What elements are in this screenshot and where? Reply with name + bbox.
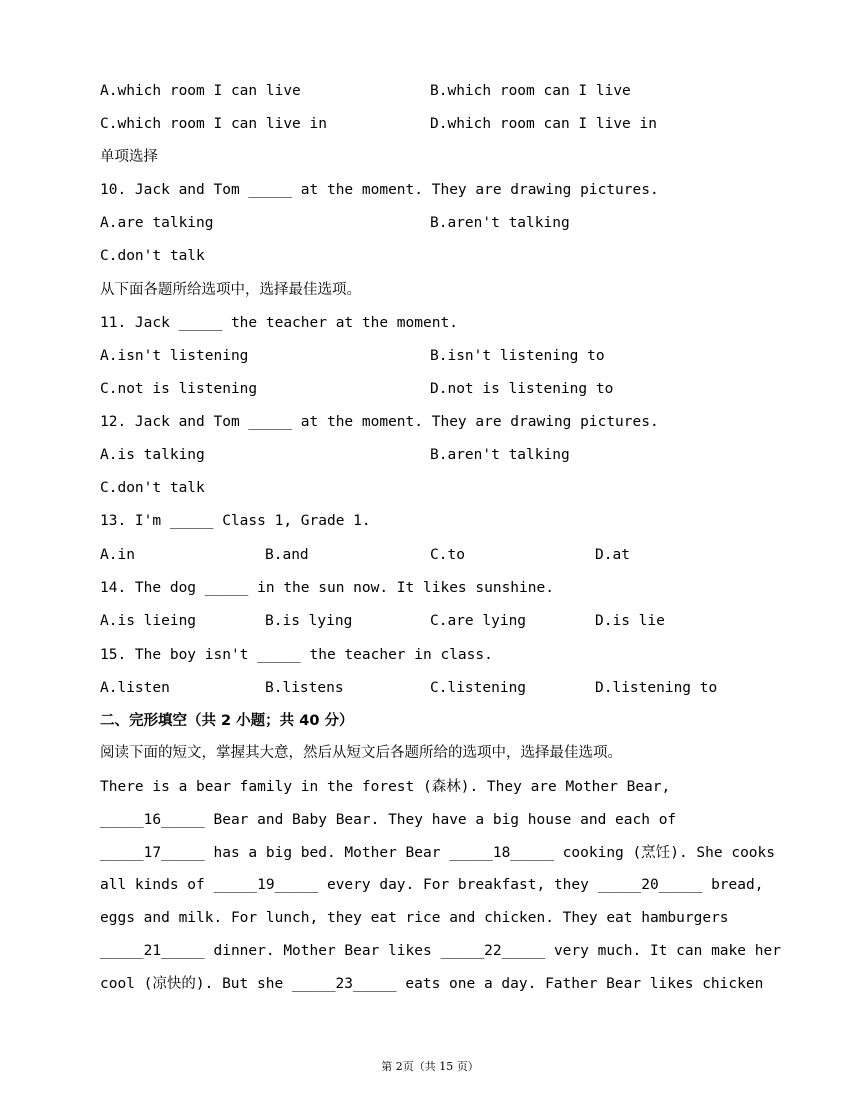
q11-stem: 11. Jack _____ the teacher at the moment. bbox=[100, 315, 458, 331]
passage-line: There is a bear family in the forest (森林). They are Mother Bear, bbox=[100, 779, 671, 795]
q13-option-a: A.in bbox=[100, 547, 135, 563]
q14-stem: 14. The dog _____ in the sun now. It likes sunshine. bbox=[100, 580, 554, 596]
q12-option-c: C.don't talk bbox=[100, 480, 205, 496]
q14-option-a: A.is lieing bbox=[100, 613, 197, 629]
q12-stem: 12. Jack and Tom _____ at the moment. They are drawing pictures. bbox=[100, 414, 659, 430]
q13-option-d: D.at bbox=[595, 547, 630, 563]
passage-line: eggs and milk. For lunch, they eat rice and chicken. They eat hamburgers bbox=[100, 910, 729, 926]
passage-line: all kinds of _____19_____ every day. For breakfast, they _____20_____ bread, bbox=[100, 877, 764, 893]
section-heading-single-choice: 单项选择 bbox=[100, 149, 158, 165]
section-heading-cloze: 二、完形填空（共 2 小题；共 40 分） bbox=[100, 713, 354, 729]
q12-option-a: A.is talking bbox=[100, 447, 205, 463]
cloze-instruction: 阅读下面的短文，掌握其大意，然后从短文后各题所给的选项中，选择最佳选项。 bbox=[100, 745, 622, 761]
q14-option-b: B.is lying bbox=[265, 613, 353, 629]
q11-option-a: A.isn't listening bbox=[100, 348, 249, 364]
passage-line: _____16_____ Bear and Baby Bear. They have a big house and each of bbox=[100, 812, 677, 828]
q9-option-a: A.which room I can live bbox=[100, 83, 301, 99]
q11-option-d: D.not is listening to bbox=[430, 381, 614, 397]
q10-option-b: B.aren't talking bbox=[430, 215, 570, 231]
q10-stem: 10. Jack and Tom _____ at the moment. They are drawing pictures. bbox=[100, 182, 659, 198]
q9-option-b: B.which room can I live bbox=[430, 83, 631, 99]
q15-stem: 15. The boy isn't _____ the teacher in class. bbox=[100, 647, 493, 663]
q13-option-b: B.and bbox=[265, 547, 309, 563]
instruction-text: 从下面各题所给选项中，选择最佳选项。 bbox=[100, 282, 361, 298]
q14-option-d: D.is lie bbox=[595, 613, 665, 629]
passage-line: _____21_____ dinner. Mother Bear likes _____22_____ very much. It can make her bbox=[100, 943, 781, 959]
q9-option-c: C.which room I can live in bbox=[100, 116, 327, 132]
q9-option-d: D.which room can I live in bbox=[430, 116, 657, 132]
q13-stem: 13. I'm _____ Class 1, Grade 1. bbox=[100, 513, 371, 529]
q15-option-d: D.listening to bbox=[595, 680, 718, 696]
passage-line: cool (凉快的). But she _____23_____ eats one a day. Father Bear likes chicken bbox=[100, 976, 764, 992]
q11-option-b: B.isn't listening to bbox=[430, 348, 605, 364]
passage-line: _____17_____ has a big bed. Mother Bear _____18_____ cooking (烹饪). She cooks bbox=[100, 845, 776, 861]
q10-option-c: C.don't talk bbox=[100, 248, 205, 264]
q15-option-b: B.listens bbox=[265, 680, 344, 696]
q11-option-c: C.not is listening bbox=[100, 381, 258, 397]
q15-option-c: C.listening bbox=[430, 680, 527, 696]
q15-option-a: A.listen bbox=[100, 680, 170, 696]
q12-option-b: B.aren't talking bbox=[430, 447, 570, 463]
q14-option-c: C.are lying bbox=[430, 613, 527, 629]
q13-option-c: C.to bbox=[430, 547, 465, 563]
q10-option-a: A.are talking bbox=[100, 215, 214, 231]
page-footer: 第 2页（共 15 页） bbox=[381, 1060, 479, 1073]
